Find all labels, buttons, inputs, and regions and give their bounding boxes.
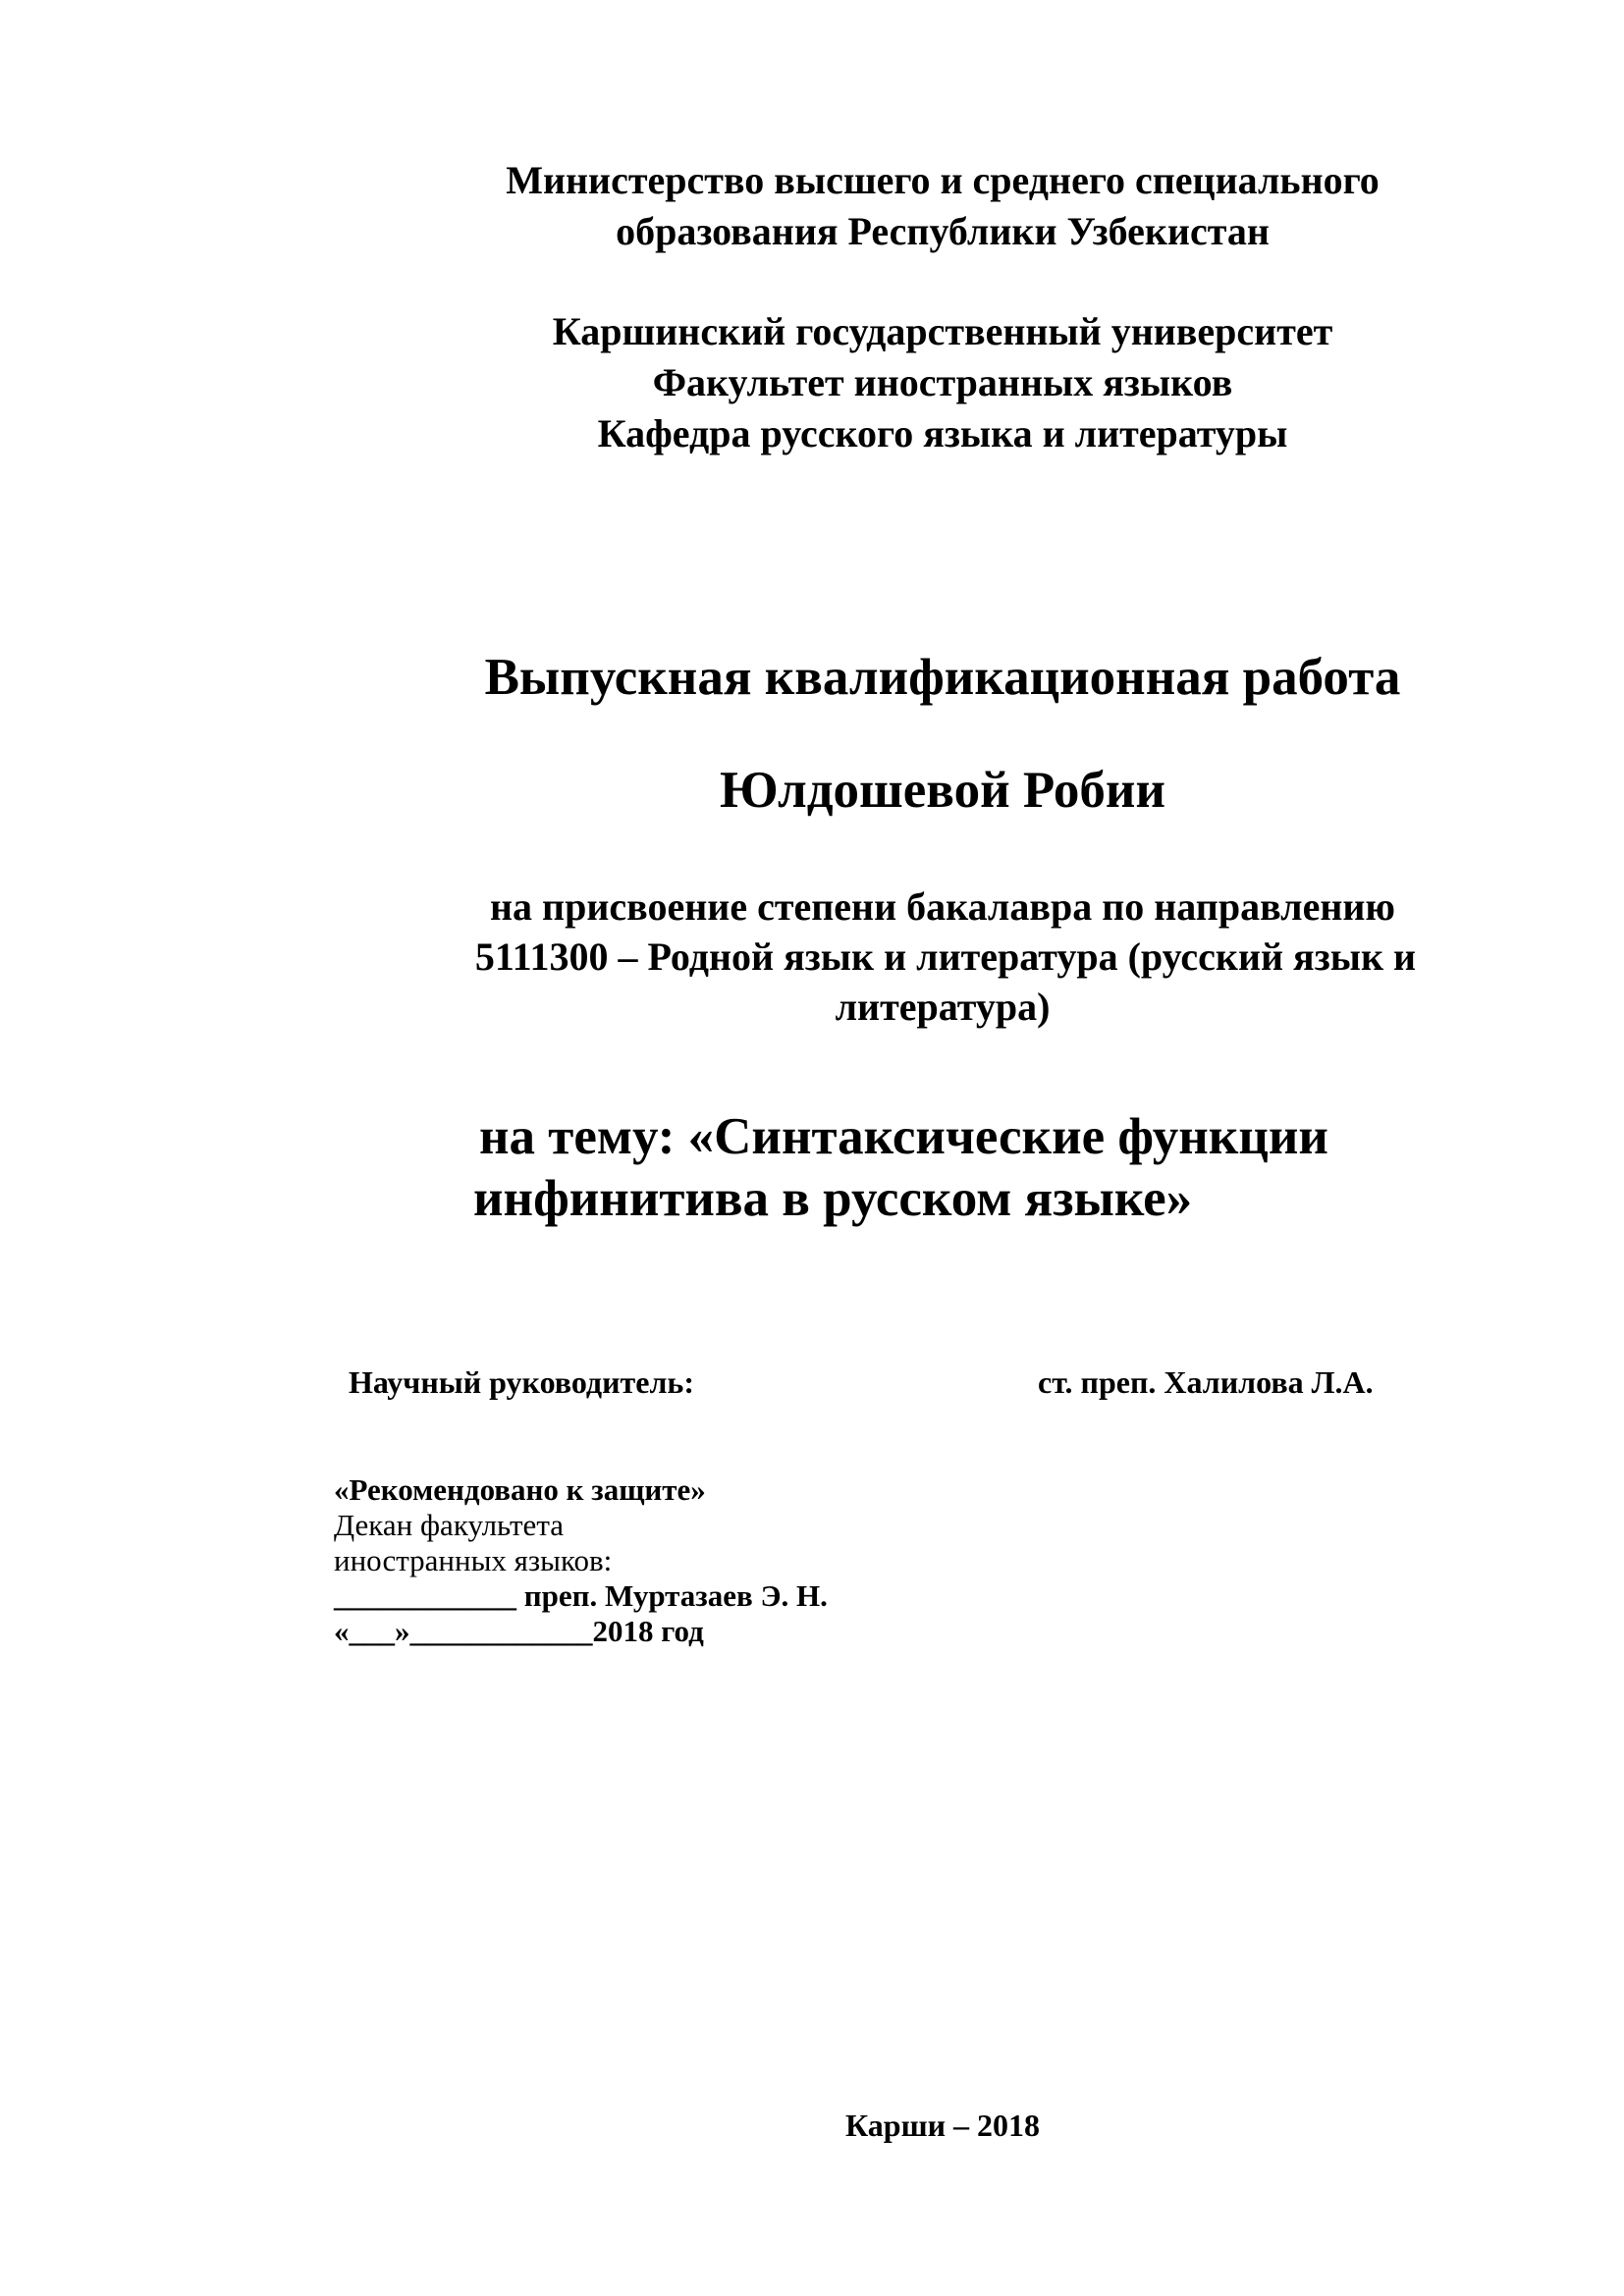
city-year-footer: Карши – 2018 [844,2108,1041,2143]
approval-block [334,1472,828,1649]
recommended-label: «Рекомендовано к защите» [334,1472,706,1507]
ministry-line-1: Министерство высшего и среднего специального [506,158,1380,202]
author-name: Юлдошевой Робии [720,762,1165,819]
degree-line-2: 5111300 – Родной язык и литература (русский язык и [474,934,1417,979]
approval-date-line: «___»____________2018 год [334,1614,704,1648]
ministry-line-2: образования Республики Узбекистан [616,209,1270,253]
topic-line-2: инфинитива в русском языке» [473,1170,1193,1227]
work-type-title: Выпускная квалификационная работа [484,649,1401,706]
department-name: Кафедра русского языка и литературы [597,411,1288,455]
degree-line-3: литература) [835,985,1051,1029]
topic-line-1: на тему: «Синтаксические функции [479,1108,1328,1165]
supervisor-name: ст. преп. Халилова Л.А. [1038,1364,1374,1400]
degree-line-1: на присвоение степени бакалавра по направлению [490,884,1395,929]
university-name: Каршинский государственный университет [552,309,1333,353]
dean-signature-line: ____________ преп. Муртазаев Э. Н. [334,1578,828,1613]
supervisor-label: Научный руководитель: [349,1364,694,1400]
dean-line-1: Декан факультета [334,1508,564,1542]
university-header [324,306,1561,459]
faculty-name: Факультет иностранных языков [652,360,1233,404]
thesis-topic [473,1106,1328,1230]
degree-description [324,881,1561,1032]
ministry-header [324,155,1561,257]
dean-line-2: иностранных языков: [334,1543,613,1577]
